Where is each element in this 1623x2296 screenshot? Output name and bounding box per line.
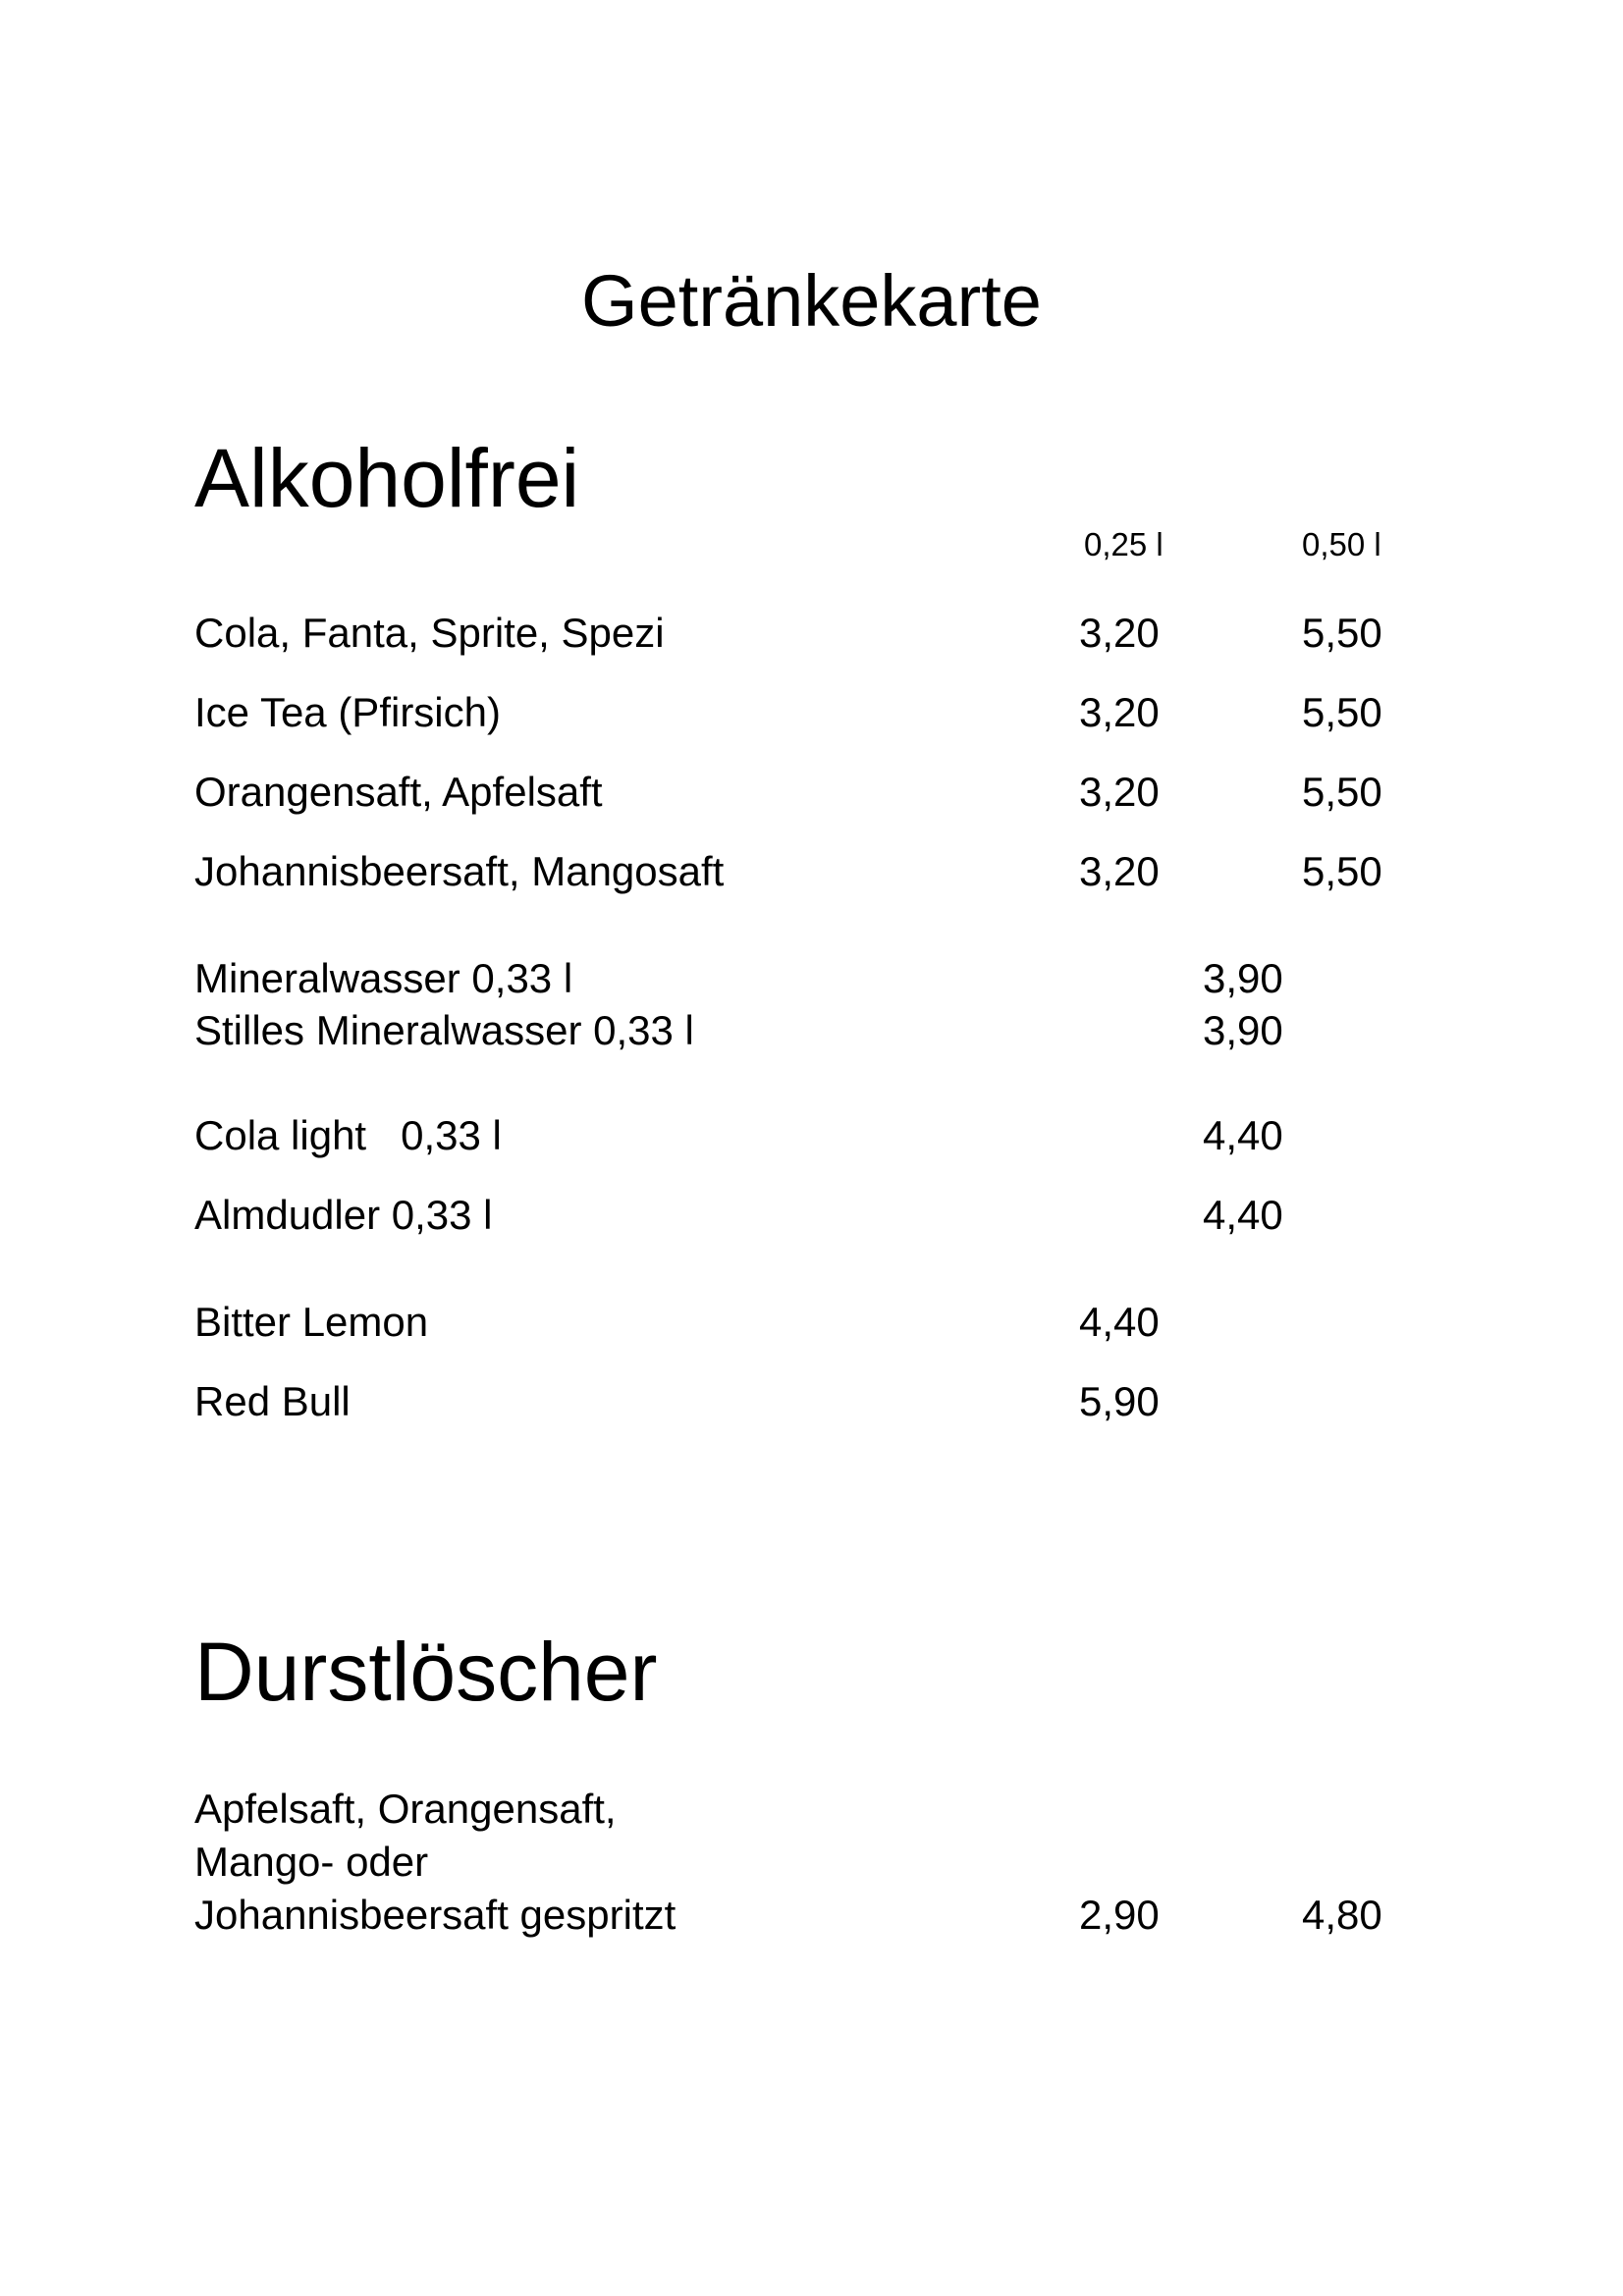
item-price-large: 4,80 [1302,1892,1382,1938]
menu-item [0,607,1623,660]
column-header-large: 0,50 l [1302,526,1381,562]
menu-item [0,1004,1623,1057]
item-price-large: 5,50 [1302,769,1382,815]
menu-item [0,1296,1623,1349]
item-name-line: Johannisbeersaft gespritzt [194,1892,676,1938]
menu-item [0,1889,1623,1942]
item-name: Orangensaft, Apfelsaft [194,769,603,815]
page-title: Getränkekarte [581,260,1042,342]
item-name: Johannisbeersaft, Mangosaft [194,848,725,894]
item-price-large: 5,50 [1302,610,1382,656]
item-price: 5,90 [1079,1378,1160,1424]
item-price: 3,90 [1203,955,1283,1001]
item-price: 4,40 [1079,1299,1160,1345]
column-header-small: 0,25 l [1084,526,1163,562]
item-name-line: Apfelsaft, Orangensaft, [194,1786,617,1832]
item-name: Cola light 0,33 l [194,1112,502,1158]
item-price-small: 3,20 [1079,689,1160,735]
section-heading-durstloescher: Durstlöscher [194,1626,658,1718]
menu-item-line [0,1836,1623,1889]
item-name: Cola, Fanta, Sprite, Spezi [194,610,665,656]
item-price-small: 3,20 [1079,769,1160,815]
item-name: Mineralwasser 0,33 l [194,955,573,1001]
menu-item [0,952,1623,1005]
item-name-line: Mango- oder [194,1839,429,1885]
item-price-small: 3,20 [1079,610,1160,656]
menu-item [0,766,1623,819]
item-price-small: 3,20 [1079,848,1160,894]
menu-item [0,1375,1623,1428]
item-price-large: 5,50 [1302,848,1382,894]
menu-item [0,1109,1623,1162]
menu-item [0,686,1623,739]
item-price: 4,40 [1203,1192,1283,1238]
menu-item [0,845,1623,898]
item-name: Bitter Lemon [194,1299,429,1345]
item-name: Stilles Mineralwasser 0,33 l [194,1007,694,1053]
item-price-large: 5,50 [1302,689,1382,735]
item-name: Ice Tea (Pfirsich) [194,689,501,735]
section-heading-alkoholfrei: Alkoholfrei [194,432,580,524]
item-price: 4,40 [1203,1112,1283,1158]
item-price: 3,90 [1203,1007,1283,1053]
menu-item-line [0,1783,1623,1836]
item-name: Red Bull [194,1378,351,1424]
item-name: Almdudler 0,33 l [194,1192,493,1238]
menu-item [0,1189,1623,1242]
item-price-small: 2,90 [1079,1892,1160,1938]
